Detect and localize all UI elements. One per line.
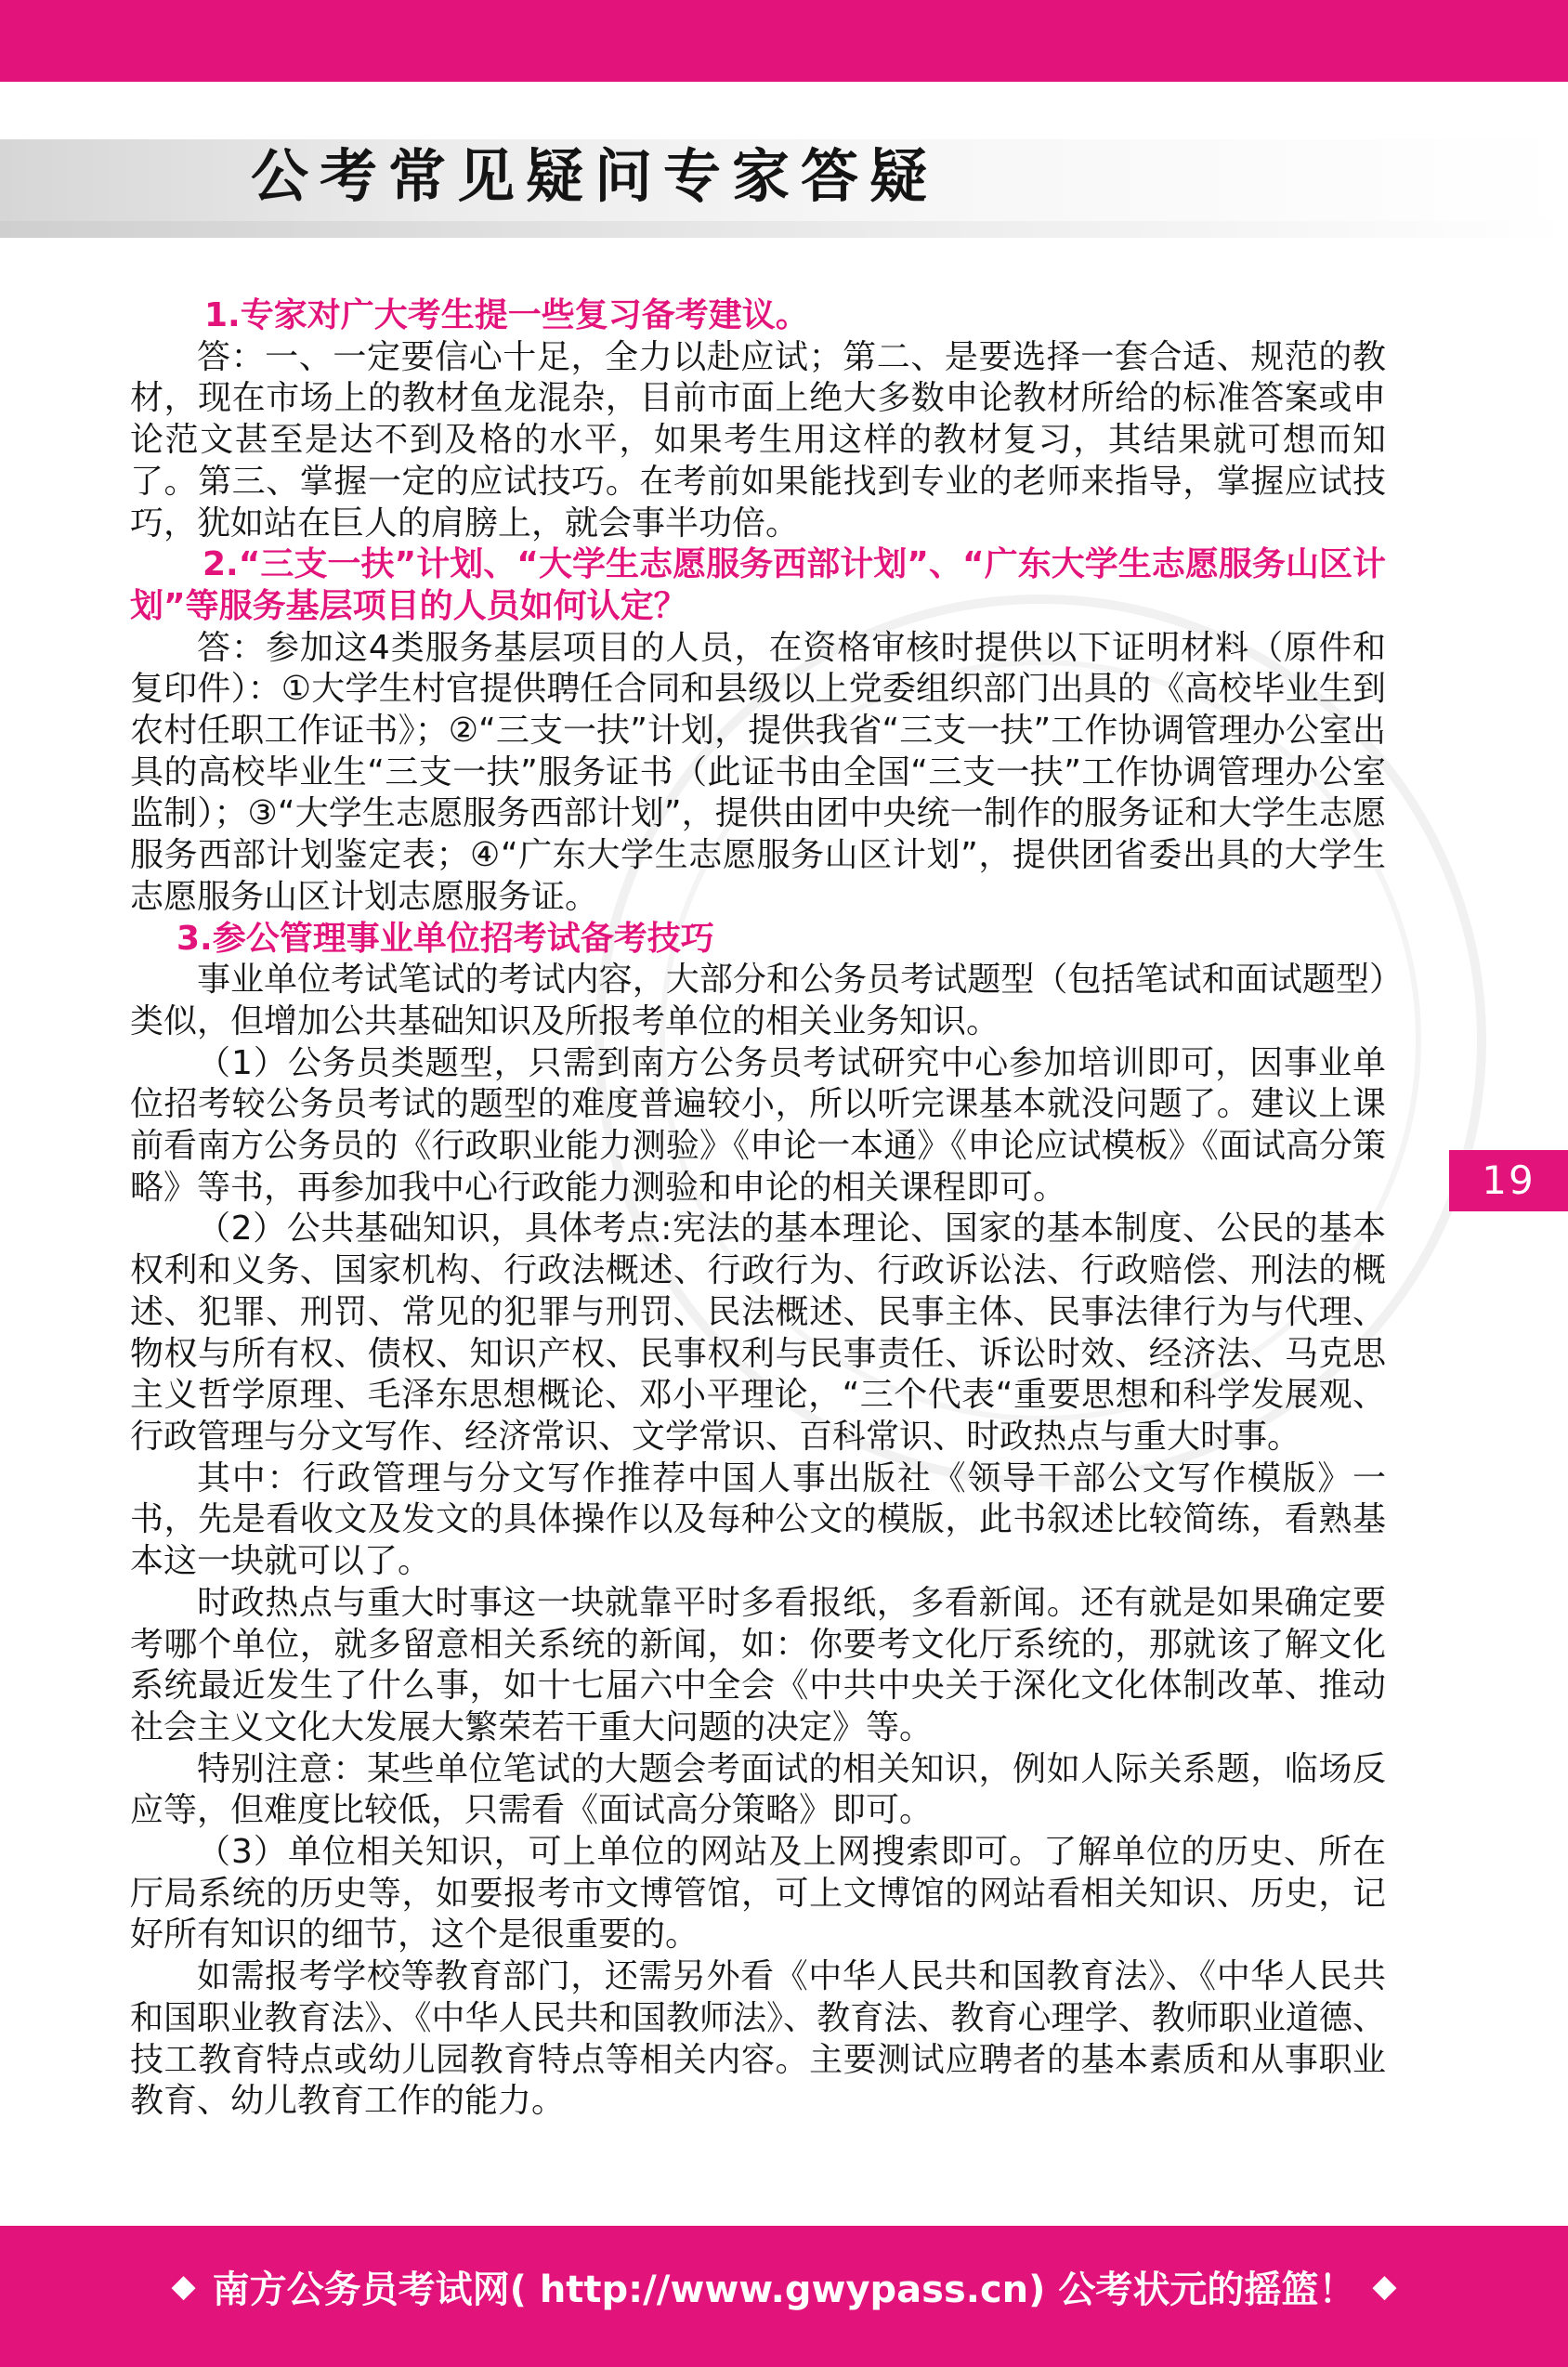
section-3-heading: 3.参公管理事业单位招考试备考技巧 [176, 919, 714, 958]
title-rule [0, 221, 1568, 238]
section-3-paragraph-5: 时政热点与重大时事这一块就靠平时多看报纸，多看新闻。还有就是如果确定要考哪个单位，就多留意相关系统的新闻，如：你要考文化厅系统的，那就该了解文化系统最近发生了什么事，如十七届六中全会《中共中央关于深化文化体制改革、推动社会主义文化大发展大繁荣若干重大问题的决定》等。 [130, 1583, 1386, 1746]
section-3-paragraph-7: （3）单位相关知识，可上单位的网站及上网搜索即可。了解单位的历史、所在厅局系统的历史等，如要报考市文博管馆，可上文博馆的网站看相关知识、历史，记好所有知识的细节，这个是很重要的。 [130, 1833, 1386, 1955]
diamond-right-icon: ◆ [1372, 2268, 1397, 2305]
diamond-left-icon: ◆ [171, 2268, 196, 2305]
footer [0, 2226, 1568, 2347]
section-1-paragraph: 答：一、一定要信心十足，全力以赴应试；第二、是要选择一套合适、规范的教材，现在市场上的教材鱼龙混杂，目前市面上绝大多数申论教材所给的标准答案或申论范文甚至是达不到及格的水平，如果考生用这样的教材复习，其结果就可想而知了。第三、掌握一定的应试技巧。在考前如果能找到专业的老师来指导，掌握应试技巧，犹如站在巨人的肩膀上，就会事半功倍。 [130, 337, 1386, 543]
section-1-heading: 1.专家对广大考生提一些复习备考建议。 [204, 296, 809, 334]
section-2-heading: 2.“三支一扶”计划、“大学生志愿服务西部计划”、“广东大学生志愿服务山区计划”等服务基层项目的人员如何认定？ [130, 545, 1386, 625]
section-3-paragraph-1: 事业单位考试笔试的考试内容，大部分和公务员考试题型（包括笔试和面试题型）类似，但增加公共基础知识及所报考单位的相关业务知识。 [130, 961, 1386, 1040]
section-3-paragraph-2: （1）公务员类题型，只需到南方公务员考试研究中心参加培训即可，因事业单位招考较公务员考试的题型的难度普遍较小，所以听完课基本就没问题了。建议上课前看南方公务员的《行政职业能力测验》《申论一本通》《申论应试模板》《面试高分策略》等书，再参加我中心行政能力测验和申论的相关课程即可。 [130, 1043, 1386, 1207]
top-magenta-bar [0, 0, 1568, 82]
section-3-paragraph-8: 如需报考学校等教育部门，还需另外看《中华人民共和国教育法》、《中华人民共和国职业教育法》、《中华人民共和国教师法》、教育法、教育心理学、教师职业道德、技工教育特点或幼儿园教育特点等相关内容。主要测试应聘者的基本素质和从事职业教育、幼儿教育工作的能力。 [130, 1957, 1386, 2121]
section-3-paragraph-4: 其中：行政管理与分文写作推荐中国人事出版社《领导干部公文写作模版》一书，先是看收文及发文的具体操作以及每种公文的模版，此书叙述比较简练，看熟基本这一块就可以了。 [130, 1458, 1386, 1581]
section-3-paragraph-6: 特别注意：某些单位笔试的大题会考面试的相关知识，例如人际关系题，临场反应等，但难度比较低，只需看《面试高分策略》即可。 [130, 1749, 1386, 1830]
page-number-tab: 19 [1449, 1150, 1568, 1211]
article-body [130, 295, 1386, 2123]
page-title: 公考常见疑问专家答疑 [251, 142, 939, 210]
section-2-paragraph: 答：参加这4类服务基层项目的人员，在资格审核时提供以下证明材料（原件和复印件）：①大学生村官提供聘任合同和县级以上党委组织部门出具的《高校毕业生到农村任职工作证书》；②“三支一扶”计划，提供我省“三支一扶”工作协调管理办公室出具的高校毕业生“三支一扶”服务证书（此证书由全国“三支一扶”工作协调管理办公室监制）；③“大学生志愿服务西部计划”，提供由团中央统一制作的服务证和大学生志愿服务西部计划鉴定表；④“广东大学生志愿服务山区计划”，提供团省委出具的大学生志愿服务山区计划志愿服务证。 [130, 628, 1386, 916]
section-3-paragraph-3: （2）公共基础知识，具体考点:宪法的基本理论、国家的基本制度、公民的基本权利和义务、国家机构、行政法概述、行政行为、行政诉讼法、行政赔偿、刑法的概述、犯罪、刑罚、常见的犯罪与刑罚、民法概述、民事主体、民事法律行为与代理、物权与所有权、债权、知识产权、民事权利与民事责任、诉讼时效、经济法、马克思主义哲学原理、毛泽东思想概论、邓小平理论，“三个代表“重要思想和科学发展观、行政管理与分文写作、经济常识、文学常识、百科常识、时政热点与重大时事。 [130, 1210, 1386, 1456]
footer-text: 南方公务员考试网( http://www.gwypass.cn) 公考状元的摇篮！ [212, 2268, 1356, 2311]
